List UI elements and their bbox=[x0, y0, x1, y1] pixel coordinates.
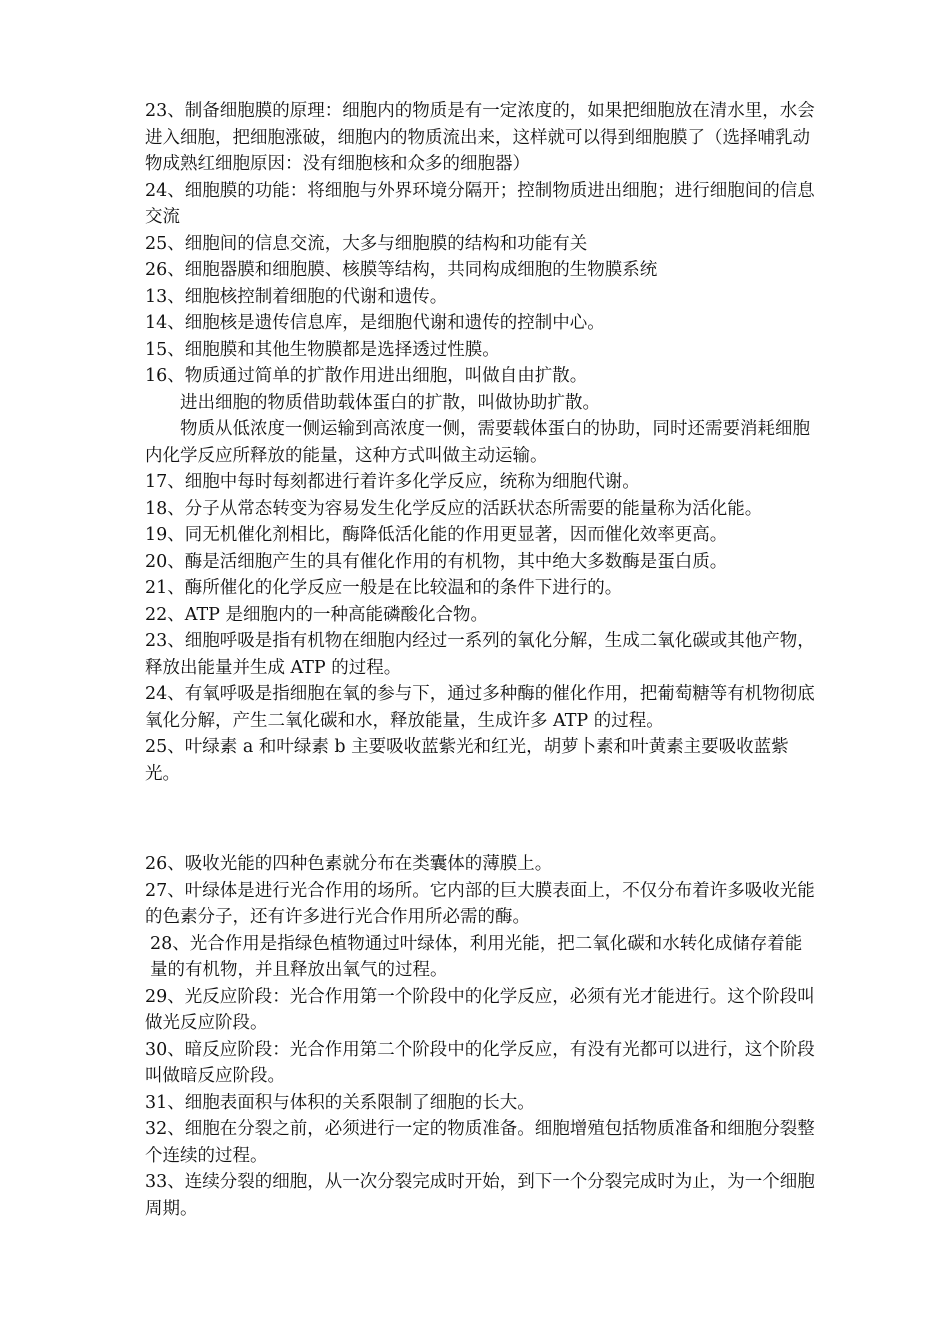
paragraph-cell-cycle: 33、连续分裂的细胞，从一次分裂完成时开始，到下一个分裂完成时为止，为一个细胞周期。 bbox=[145, 1172, 815, 1219]
paragraph-cell-proliferation: 32、细胞在分裂之前，必须进行一定的物质准备。细胞增殖包括物质准备和细胞分裂整个连续的过程。 bbox=[145, 1119, 815, 1166]
document-page bbox=[145, 98, 815, 1222]
paragraph-aerobic-respiration: 24、有氧呼吸是指细胞在氧的参与下，通过多种酶的催化作用，把葡萄糖等有机物彻底氧化分解，产生二氧化碳和水，释放能量，生成许多 ATP 的过程。 bbox=[145, 684, 815, 731]
paragraph-photosynthesis: 28、光合作用是指绿色植物通过叶绿体，利用光能，把二氧化碳和水转化成储存着能量的有机物，并且释放出氧气的过程。 bbox=[150, 933, 803, 980]
paragraph-atp: 22、ATP 是细胞内的一种高能磷酸化合物。 bbox=[145, 604, 488, 625]
paragraph-active-transport: 物质从低浓度一侧运输到高浓度一侧，需要载体蛋白的协助，同时还需要消耗细胞内化学反应所释放的能量，这种方式叫做主动运输。 bbox=[145, 419, 810, 466]
paragraph-selective-permeability: 15、细胞膜和其他生物膜都是选择透过性膜。 bbox=[145, 339, 500, 360]
paragraph-activation-energy: 18、分子从常态转变为容易发生化学反应的活跃状态所需要的能量称为活化能。 bbox=[145, 498, 763, 519]
paragraph-nucleus-control: 13、细胞核控制着细胞的代谢和遗传。 bbox=[145, 286, 448, 307]
paragraph-biomembrane-system: 26、细胞器膜和细胞膜、核膜等结构，共同构成细胞的生物膜系统 bbox=[145, 260, 658, 280]
paragraph-cell-respiration: 23、细胞呼吸是指有机物在细胞内经过一系列的氧化分解，生成二氧化碳或其他产物，释放出能量并生成 ATP 的过程。 bbox=[145, 631, 815, 678]
paragraph-enzyme-conditions: 21、酶所催化的化学反应一般是在比较温和的条件下进行的。 bbox=[145, 578, 623, 598]
paragraph-enzyme-efficiency: 19、同无机催化剂相比，酶降低活化能的作用更显著，因而催化效率更高。 bbox=[145, 525, 728, 545]
paragraph-membrane-function: 24、细胞膜的功能：将细胞与外界环境分隔开；控制物质进出细胞；进行细胞间的信息交流 bbox=[145, 180, 815, 227]
paragraph-cell-communication: 25、细胞间的信息交流，大多与细胞膜的结构和功能有关 bbox=[145, 233, 588, 254]
paragraph-light-reaction: 29、光反应阶段：光合作用第一个阶段中的化学反应，必须有光才能进行。这个阶段叫做光反应阶段。 bbox=[145, 986, 815, 1033]
paragraph-cell-metabolism: 17、细胞中每时每刻都进行着许多化学反应，统称为细胞代谢。 bbox=[145, 472, 640, 492]
paragraph-gap bbox=[145, 787, 815, 851]
paragraph-chloroplast: 27、叶绿体是进行光合作用的场所。它内部的巨大膜表面上，不仅分布着许多吸收光能的色素分子，还有许多进行光合作用所必需的酶。 bbox=[145, 880, 815, 927]
paragraph-facilitated-diffusion: 进出细胞的物质借助载体蛋白的扩散，叫做协助扩散。 bbox=[180, 392, 600, 413]
paragraph-dark-reaction: 30、暗反应阶段：光合作用第二个阶段中的化学反应，有没有光都可以进行，这个阶段叫做暗反应阶段。 bbox=[145, 1039, 815, 1086]
paragraph-enzyme-definition: 20、酶是活细胞产生的具有催化作用的有机物，其中绝大多数酶是蛋白质。 bbox=[145, 551, 728, 572]
paragraph-nucleus-genetic-library: 14、细胞核是遗传信息库，是细胞代谢和遗传的控制中心。 bbox=[145, 313, 605, 333]
paragraph-chlorophyll-absorption: 25、叶绿素 a 和叶绿素 b 主要吸收蓝紫光和红光，胡萝卜素和叶黄素主要吸收蓝紫光。 bbox=[145, 737, 789, 784]
paragraph-free-diffusion: 16、物质通过简单的扩散作用进出细胞，叫做自由扩散。 bbox=[145, 366, 588, 386]
paragraph-cell-size-limit: 31、细胞表面积与体积的关系限制了细胞的长大。 bbox=[145, 1092, 535, 1113]
paragraph-pigment-location: 26、吸收光能的四种色素就分布在类囊体的薄膜上。 bbox=[145, 854, 553, 874]
paragraph-membrane-preparation: 23、制备细胞膜的原理：细胞内的物质是有一定浓度的，如果把细胞放在清水里，水会进入细胞，把细胞涨破，细胞内的物质流出来，这样就可以得到细胞膜了（选择哺乳动物成熟红细胞原因：没有细胞核和众多的细胞器） bbox=[145, 101, 815, 174]
